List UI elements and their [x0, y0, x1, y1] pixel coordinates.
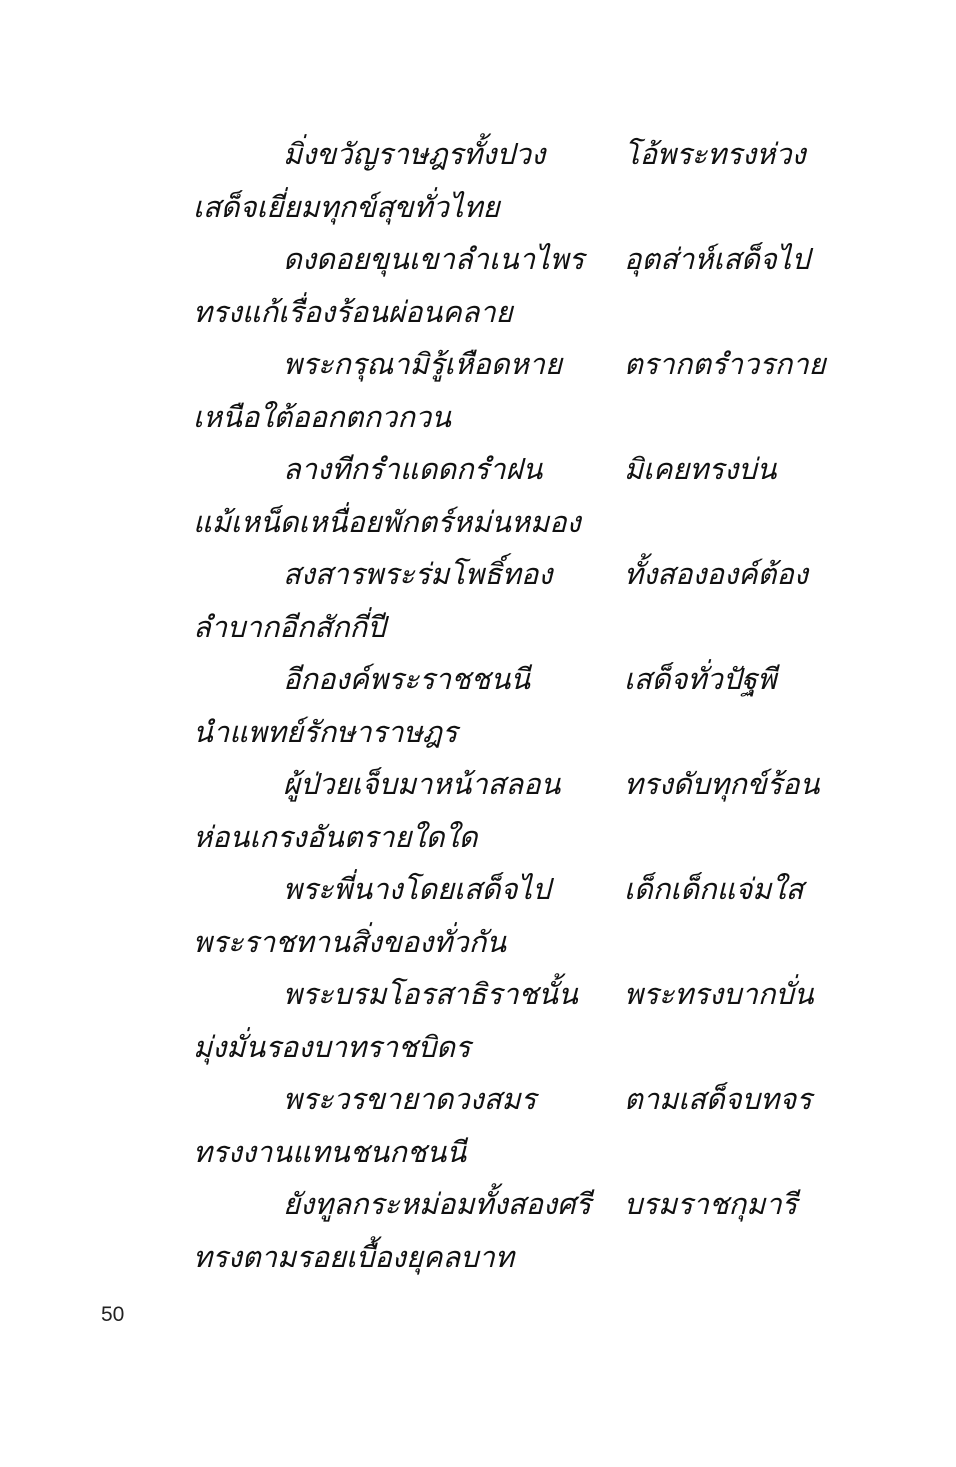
verse-continuation: ทรงแก้เรื่องร้อนผ่อนคลาย — [193, 294, 513, 329]
poem-line — [0, 233, 956, 286]
verse-continuation: เสด็จเยี่ยมทุกข์สุขทั่วไทย — [193, 189, 500, 224]
verse-second-half: ตามเสด็จบทจร — [624, 1082, 812, 1116]
verse-first-half: ยังทูลกระหม่อมทั้งสองศรี — [283, 1187, 592, 1221]
verse-first-half: พระพี่นางโดยเสด็จไป — [283, 872, 551, 906]
page-number: 50 — [101, 1303, 125, 1326]
verse-continuation: ห่อนเกรงอันตรายใดใด — [193, 819, 478, 854]
poem-line — [0, 548, 956, 601]
verse-second-half: ตรากตรำวรกาย — [624, 347, 826, 381]
poem-line — [0, 968, 956, 1021]
poem-line — [0, 653, 956, 706]
verse-first-half: ดงดอยขุนเขาลำเนาไพร — [283, 242, 585, 276]
verse-first-half: พระบรมโอรสาธิราชนั้น — [283, 977, 578, 1011]
verse-second-half: เด็กเด็กแจ่มใส — [624, 872, 804, 906]
verse-first-half: พระกรุณามิรู้เหือดหาย — [283, 347, 562, 381]
poem-line — [0, 1178, 956, 1231]
verse-first-half: อีกองค์พระราชชนนี — [283, 662, 531, 696]
verse-continuation: ทรงตามรอยเบื้องยุคลบาท — [193, 1239, 514, 1274]
verse-second-half: ทรงดับทุกข์ร้อน — [624, 767, 820, 801]
verse-second-half: อุตส่าห์เสด็จไป — [624, 242, 810, 276]
poem-line — [0, 391, 956, 444]
verse-second-half: ทั้งสององค์ต้อง — [624, 557, 808, 591]
poem-line — [0, 758, 956, 811]
verse-first-half: ผู้ป่วยเจ็บมาหน้าสลอน — [283, 767, 561, 801]
verse-second-half: พระทรงบากบั่น — [624, 977, 814, 1011]
verse-second-half: โอ้พระทรงห่วง — [624, 137, 806, 171]
verse-continuation: ลำบากอีกสักกี่ปี — [193, 609, 386, 644]
poem-line — [0, 916, 956, 969]
verse-first-half: สงสารพระร่มโพธิ์ทอง — [283, 557, 553, 591]
poem-line — [0, 1021, 956, 1074]
verse-continuation: มุ่งมั่นรองบาทราชบิดร — [193, 1029, 471, 1064]
poem-line — [0, 496, 956, 549]
poem-line — [0, 811, 956, 864]
verse-continuation: เหนือใต้ออกตกวกวน — [193, 399, 451, 434]
poem-line — [0, 1126, 956, 1179]
verse-second-half: เสด็จทั่วปัฐพี — [624, 662, 777, 696]
verse-first-half: ลางทีกรำแดดกรำฝน — [283, 452, 543, 486]
verse-second-half: มิเคยทรงบ่น — [624, 452, 777, 486]
verse-first-half: มิ่งขวัญราษฎรทั้งปวง — [283, 137, 546, 171]
poem-line — [0, 1231, 956, 1284]
poem-body — [0, 128, 956, 1283]
poem-line — [0, 863, 956, 916]
verse-continuation: พระราชทานสิ่งของทั่วกัน — [193, 924, 507, 959]
poem-line — [0, 1073, 956, 1126]
verse-second-half: บรมราชกุมารี — [624, 1187, 798, 1221]
poem-line — [0, 286, 956, 339]
poem-line — [0, 338, 956, 391]
verse-continuation: นำแพทย์รักษาราษฎร — [193, 714, 458, 749]
poem-line — [0, 601, 956, 654]
poem-line — [0, 128, 956, 181]
poem-line — [0, 706, 956, 759]
verse-continuation: ทรงงานแทนชนกชนนี — [193, 1134, 467, 1169]
poem-line — [0, 443, 956, 496]
verse-first-half: พระวรขายาดวงสมร — [283, 1082, 537, 1116]
poem-line — [0, 181, 956, 234]
verse-continuation: แม้เหน็ดเหนื่อยพักตร์หม่นหมอง — [193, 504, 581, 539]
